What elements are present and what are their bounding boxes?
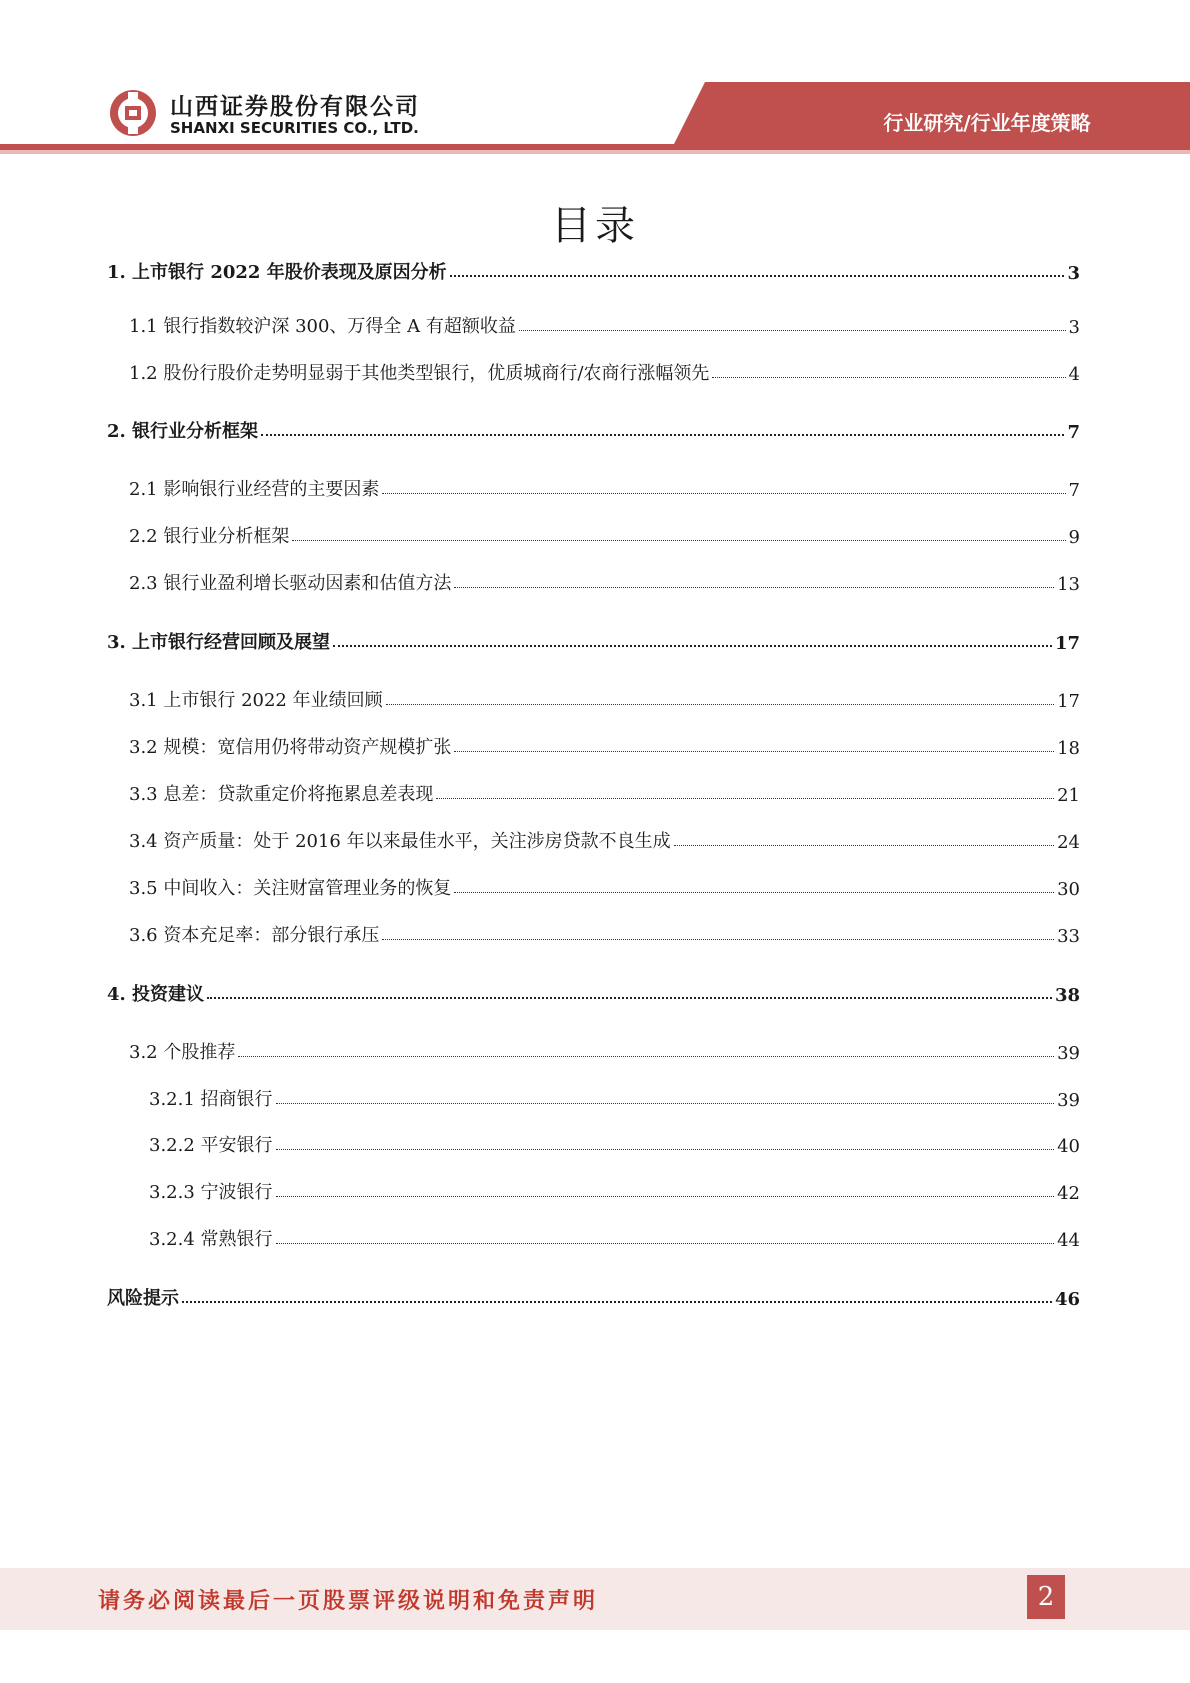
dot-leader <box>454 751 1054 752</box>
dot-leader <box>276 1103 1055 1104</box>
toc-entry-label: 2.2 银行业分析框架 <box>129 526 290 547</box>
toc-entry-label: 2.1 影响银行业经营的主要因素 <box>129 479 380 500</box>
toc-entry-1-1[interactable] <box>129 306 1080 338</box>
toc-entry-page: 39 <box>1057 1090 1080 1111</box>
toc-entry-page: 4 <box>1068 364 1080 385</box>
toc-entry-4[interactable] <box>107 974 1080 1006</box>
toc-entry-3-4[interactable] <box>129 821 1080 853</box>
toc-entry-page: 18 <box>1057 738 1080 759</box>
dot-leader <box>261 434 1064 436</box>
company-name-cn: 山西证券股份有限公司 <box>170 94 420 120</box>
dot-leader <box>276 1149 1055 1150</box>
toc-entry-label: 风险提示 <box>107 1288 179 1309</box>
toc-entry-2[interactable] <box>107 411 1080 443</box>
dot-leader <box>276 1243 1055 1244</box>
toc-entry-label: 3.6 资本充足率：部分银行承压 <box>129 925 380 946</box>
toc-entry-3-2-2[interactable] <box>149 1125 1080 1157</box>
company-name-en: SHANXI SECURITIES CO., LTD. <box>170 119 419 137</box>
disclaimer-notice: 请务必阅读最后一页股票评级说明和免责声明 <box>98 1588 599 1614</box>
toc-title: 目录 <box>551 203 639 249</box>
toc-entry-page: 7 <box>1068 480 1080 501</box>
dot-leader <box>182 1301 1052 1303</box>
toc-entry-3-3[interactable] <box>129 774 1080 806</box>
toc-entry-label: 3.2.3 宁波银行 <box>149 1182 273 1203</box>
toc-entry-3-2-4[interactable] <box>149 1219 1080 1251</box>
toc-entry-4-stock-picks[interactable] <box>129 1032 1080 1064</box>
dot-leader <box>450 275 1065 277</box>
toc-entry-label: 1.1 银行指数较沪深 300、万得全 A 有超额收益 <box>129 316 516 337</box>
toc-entry-page: 3 <box>1067 263 1080 284</box>
toc-entry-3-1[interactable] <box>129 680 1080 712</box>
toc-entry-page: 39 <box>1057 1043 1080 1064</box>
dot-leader <box>712 377 1065 378</box>
dot-leader <box>276 1196 1055 1197</box>
dot-leader <box>454 892 1054 893</box>
dot-leader <box>207 997 1052 999</box>
toc-entry-2-2[interactable] <box>129 516 1080 548</box>
toc-entry-page: 30 <box>1057 879 1080 900</box>
toc-entry-label: 2.3 银行业盈利增长驱动因素和估值方法 <box>129 573 452 594</box>
toc-entry-2-1[interactable] <box>129 469 1080 501</box>
shanxi-securities-logo-icon <box>108 88 158 138</box>
toc-entry-page: 3 <box>1068 317 1080 338</box>
toc-entry-page: 46 <box>1054 1289 1080 1310</box>
toc-entry-label: 3.2 个股推荐 <box>129 1042 236 1063</box>
toc-entry-3-2[interactable] <box>129 727 1080 759</box>
toc-entry-page: 33 <box>1057 926 1080 947</box>
toc-entry-label: 3.2 规模：宽信用仍将带动资产规模扩张 <box>129 737 452 758</box>
toc-entry-page: 17 <box>1054 633 1080 654</box>
toc-entry-label: 3.2.4 常熟银行 <box>149 1229 273 1250</box>
dot-leader <box>436 798 1054 799</box>
toc-entry-label: 3.4 资产质量：处于 2016 年以来最佳水平，关注涉房贷款不良生成 <box>129 831 671 852</box>
toc-entry-page: 9 <box>1068 527 1080 548</box>
toc-entry-3-5[interactable] <box>129 868 1080 900</box>
toc-entry-page: 24 <box>1057 832 1080 853</box>
toc-entry-page: 44 <box>1057 1230 1080 1251</box>
toc-entry-3-2-3[interactable] <box>149 1172 1080 1204</box>
report-type-label: 行业研究/行业年度策略 <box>883 111 1091 135</box>
dot-leader <box>333 645 1052 647</box>
dot-leader <box>382 939 1054 940</box>
toc-entry-label: 3.2.1 招商银行 <box>149 1089 273 1110</box>
toc-entry-label: 3.1 上市银行 2022 年业绩回顾 <box>129 690 383 711</box>
dot-leader <box>454 587 1054 588</box>
toc-entry-1[interactable] <box>107 252 1080 284</box>
toc-entry-label: 2. 银行业分析框架 <box>107 421 259 442</box>
toc-entry-label: 3. 上市银行经营回顾及展望 <box>107 632 331 653</box>
toc-entry-3[interactable] <box>107 622 1080 654</box>
toc-entry-label: 3.2.2 平安银行 <box>149 1135 273 1156</box>
toc-entry-page: 38 <box>1054 985 1080 1006</box>
toc-entry-label: 1. 上市银行 2022 年股价表现及原因分析 <box>107 262 447 283</box>
dot-leader <box>292 540 1065 541</box>
toc-entry-1-2[interactable] <box>129 353 1080 385</box>
page-number: 2 <box>1027 1575 1065 1619</box>
toc-entry-page: 7 <box>1067 422 1080 443</box>
toc-entry-page: 42 <box>1057 1183 1080 1204</box>
toc-entry-3-2-1[interactable] <box>149 1079 1080 1111</box>
toc-entry-label: 3.3 息差：贷款重定价将拖累息差表现 <box>129 784 434 805</box>
toc-entry-page: 13 <box>1057 574 1080 595</box>
dot-leader <box>519 330 1066 331</box>
page-header <box>0 0 1190 160</box>
toc-entry-page: 21 <box>1057 785 1080 806</box>
dot-leader <box>386 704 1054 705</box>
toc-entry-2-3[interactable] <box>129 563 1080 595</box>
dot-leader <box>238 1056 1054 1057</box>
toc-entry-risk-warning[interactable] <box>107 1278 1080 1310</box>
toc-entry-page: 17 <box>1057 691 1080 712</box>
toc-entry-label: 1.2 股份行股价走势明显弱于其他类型银行，优质城商行/农商行涨幅领先 <box>129 363 710 384</box>
toc-entry-label: 3.5 中间收入：关注财富管理业务的恢复 <box>129 878 452 899</box>
dot-leader <box>382 493 1065 494</box>
toc-entry-3-6[interactable] <box>129 915 1080 947</box>
toc-entry-page: 40 <box>1057 1136 1080 1157</box>
toc-entry-label: 4. 投资建议 <box>107 984 205 1005</box>
dot-leader <box>674 845 1054 846</box>
